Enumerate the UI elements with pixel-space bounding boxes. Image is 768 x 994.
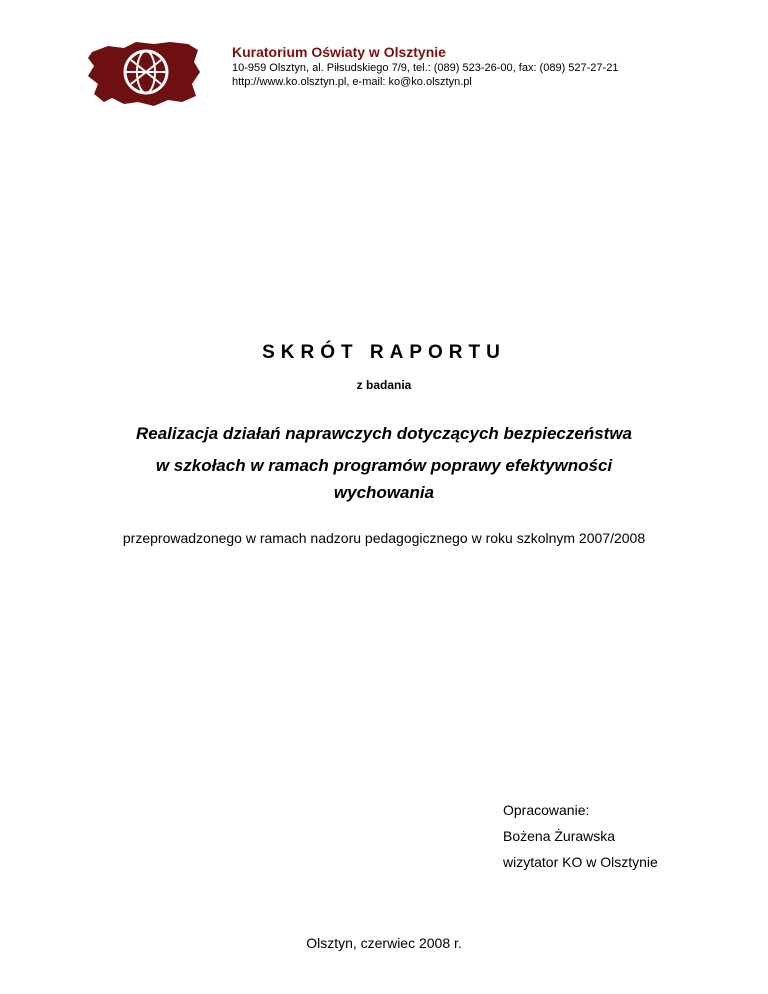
globe-map-logo bbox=[84, 40, 202, 108]
org-address: 10-959 Olsztyn, al. Piłsudskiego 7/9, tel.: (089) 523-26-00, fax: (089) 527-27-21 bbox=[232, 62, 619, 74]
author-name: Bożena Żurawska bbox=[503, 828, 616, 844]
study-title-line: w szkołach w ramach programów poprawy efektywności bbox=[155, 456, 613, 475]
report-subtitle: z badania bbox=[356, 378, 412, 392]
author-label: Opracowanie: bbox=[503, 802, 590, 818]
org-contact: http://www.ko.olsztyn.pl, e-mail: ko@ko.olsztyn.pl bbox=[232, 76, 472, 88]
author-role: wizytator KO w Olsztynie bbox=[503, 854, 658, 870]
study-title-line: Realizacja działań naprawczych dotyczących bezpieczeństwa bbox=[135, 424, 633, 443]
author-block bbox=[503, 797, 658, 875]
place-date: Olsztyn, czerwiec 2008 r. bbox=[306, 935, 462, 951]
study-title-line: wychowania bbox=[333, 483, 435, 502]
report-context: przeprowadzonego w ramach nadzoru pedagogicznego w roku szkolnym 2007/2008 bbox=[122, 530, 646, 546]
org-name: Kuratorium Oświaty w Olsztynie bbox=[232, 44, 446, 60]
report-title: SKRÓT RAPORTU bbox=[262, 342, 506, 363]
